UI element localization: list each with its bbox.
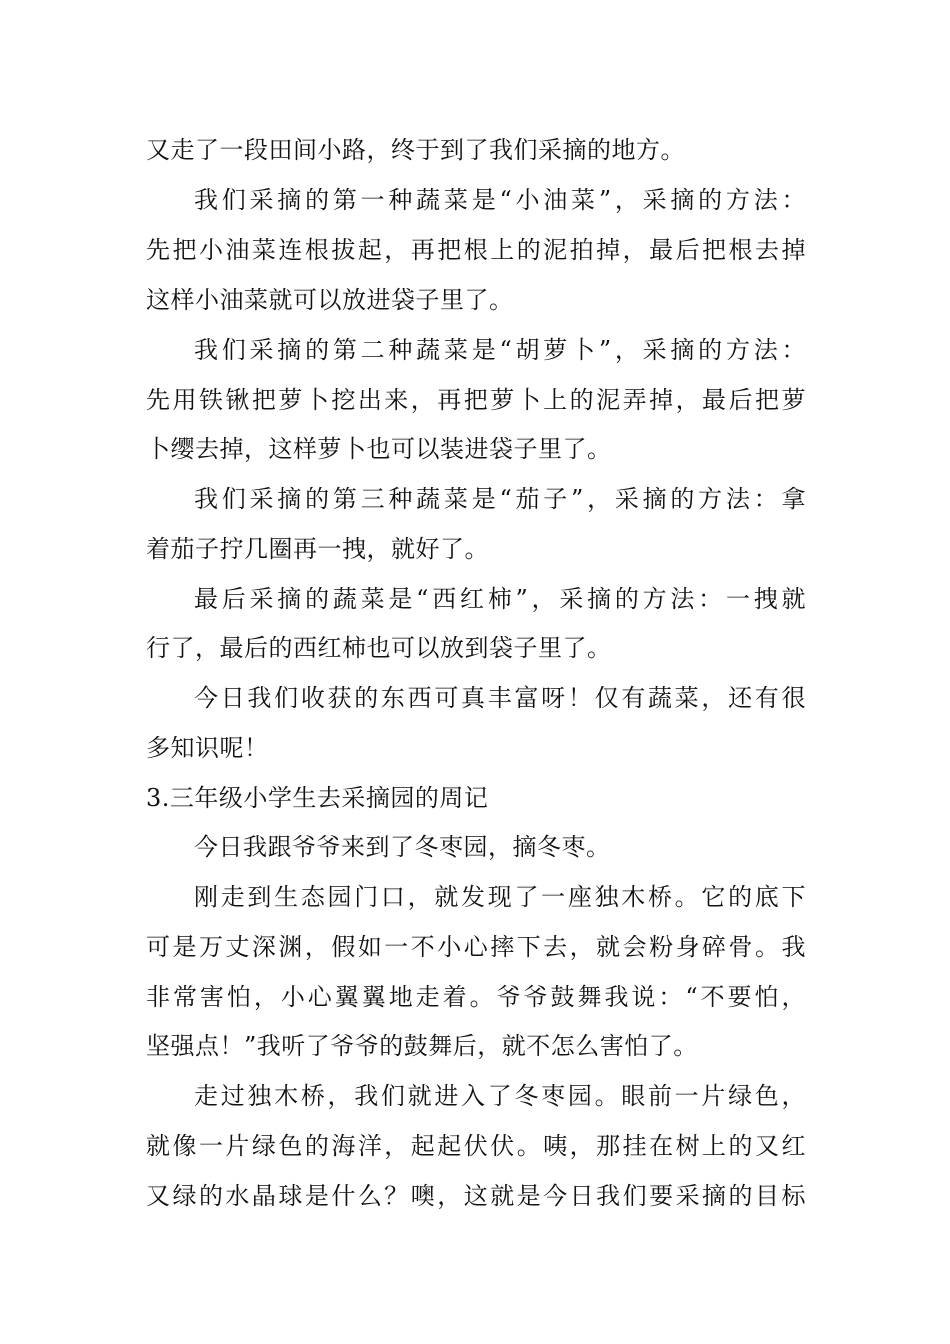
text-line: 可是万丈深渊，假如一不小心摔下去，就会粉身碎骨。我 xyxy=(146,933,806,961)
paragraph-start: 最后采摘的蔬菜是“西红柿”，采摘的方法：一拽就 xyxy=(194,585,806,613)
text-line: 这样小油菜就可以放进袋子里了。 xyxy=(146,286,514,314)
paragraph-start: 我们采摘的第三种蔬菜是“茄子”，采摘的方法：拿 xyxy=(194,485,806,513)
text-line: 又走了一段田间小路，终于到了我们采摘的地方。 xyxy=(146,136,685,164)
paragraph-start: 今日我跟爷爷来到了冬枣园，摘冬枣。 xyxy=(194,833,611,861)
text-line: 卜缨去掉，这样萝卜也可以装进袋子里了。 xyxy=(146,435,612,463)
text-line: 就像一片绿色的海洋，起起伏伏。咦，那挂在树上的又红 xyxy=(146,1132,806,1160)
paragraph-start: 我们采摘的第二种蔬菜是“胡萝卜”，采摘的方法： xyxy=(194,336,806,364)
text-line: 多知识呢！ xyxy=(146,734,269,762)
section-heading: 3.三年级小学生去采摘园的周记 xyxy=(146,784,489,812)
text-line: 先用铁锹把萝卜挖出来，再把萝卜上的泥弄掉，最后把萝 xyxy=(146,386,806,414)
paragraph-start: 我们采摘的第一种蔬菜是“小油菜”，采摘的方法： xyxy=(194,186,806,214)
text-line: 着茄子拧几圈再一拽，就好了。 xyxy=(146,535,489,563)
text-line: 坚强点！”我听了爷爷的鼓舞后，就不怎么害怕了。 xyxy=(146,1032,698,1060)
paragraph-start: 走过独木桥，我们就进入了冬枣园。眼前一片绿色， xyxy=(194,1082,806,1110)
paragraph-start: 今日我们收获的东西可真丰富呀！仅有蔬菜，还有很 xyxy=(194,684,806,712)
text-line: 又绿的水晶球是什么？噢，这就是今日我们要采摘的目标 xyxy=(146,1182,806,1210)
text-line: 先把小油菜连根拔起，再把根上的泥拍掉，最后把根去掉 xyxy=(146,236,806,264)
paragraph-start: 刚走到生态园门口，就发现了一座独木桥。它的底下 xyxy=(194,883,806,911)
text-line: 非常害怕，小心翼翼地走着。爷爷鼓舞我说：“不要怕， xyxy=(146,983,806,1011)
text-line: 行了，最后的西红柿也可以放到袋子里了。 xyxy=(146,634,612,662)
